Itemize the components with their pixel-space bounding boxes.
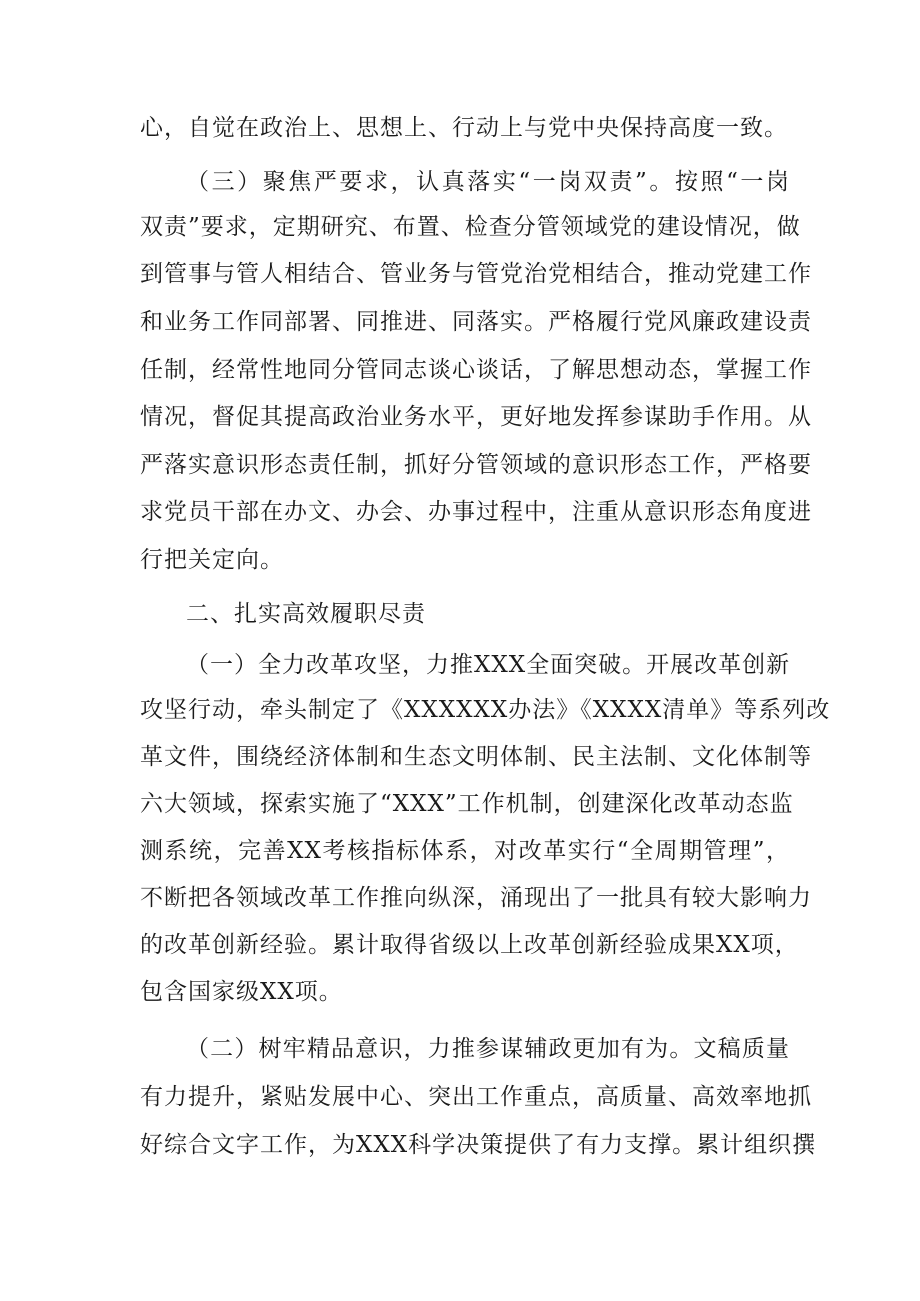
text-line: 和业务工作同部署、同推进、同落实。严格履行党风廉政建设责 — [140, 309, 812, 335]
text-line: 好综合文字工作，为XXX科学决策提供了有力支撑。累计组织撰 — [140, 1132, 817, 1158]
text-line: 情况，督促其提高政治业务水平，更好地发挥参谋助手作用。从 — [140, 404, 812, 430]
text-line: 严落实意识形态责任制，抓好分管领域的意识形态工作，严格要 — [140, 452, 812, 478]
text-line: 测系统，完善XX考核指标体系，对改革实行“全周期管理”， — [140, 838, 790, 864]
paragraph-heading-2: （二）树牢精品意识，力推参谋辅政更加有为。文稿质量 — [186, 1036, 790, 1062]
text-line: 双责”要求，定期研究、布置、检查分管领域党的建设情况，做 — [140, 214, 801, 240]
text-line: 求党员干部在办文、办会、办事过程中，注重从意识形态角度进 — [140, 499, 812, 525]
text-line: 到管事与管人相结合、管业务与管党治党相结合，推动党建工作 — [140, 261, 812, 287]
text-line: 行把关定向。 — [140, 547, 284, 573]
text-line: 革文件，围绕经济体制和生态文明体制、民主法制、文化体制等 — [140, 744, 812, 770]
text-line: 任制，经常性地同分管同志谈心谈话，了解思想动态，掌握工作 — [140, 357, 812, 383]
text-line: 攻坚行动，牵头制定了《XXXXXX办法》《XXXX清单》等系列改 — [140, 697, 831, 723]
text-line: 包含国家级XX项。 — [140, 979, 343, 1005]
text-line: 六大领域，探索实施了“XXX”工作机制，创建深化改革动态监 — [140, 791, 794, 817]
section-heading-2: 二、扎实高效履职尽责 — [186, 601, 426, 627]
text-line: 心，自觉在政治上、思想上、行动上与党中央保持高度一致。 — [140, 115, 788, 141]
paragraph-heading-3: （三）聚焦严要求，认真落实“一岗双责”。按照“一岗 — [186, 169, 790, 195]
text-line: 的改革创新经验。累计取得省级以上改革创新经验成果XX项， — [140, 932, 799, 958]
paragraph-heading-1: （一）全力改革攻坚，力推XXX全面突破。开展改革创新 — [186, 652, 791, 678]
text-line: 不断把各领域改革工作推向纵深，涌现出了一批具有较大影响力 — [140, 885, 812, 911]
text-line: 有力提升，紧贴发展中心、突出工作重点，高质量、高效率地抓 — [140, 1084, 812, 1110]
